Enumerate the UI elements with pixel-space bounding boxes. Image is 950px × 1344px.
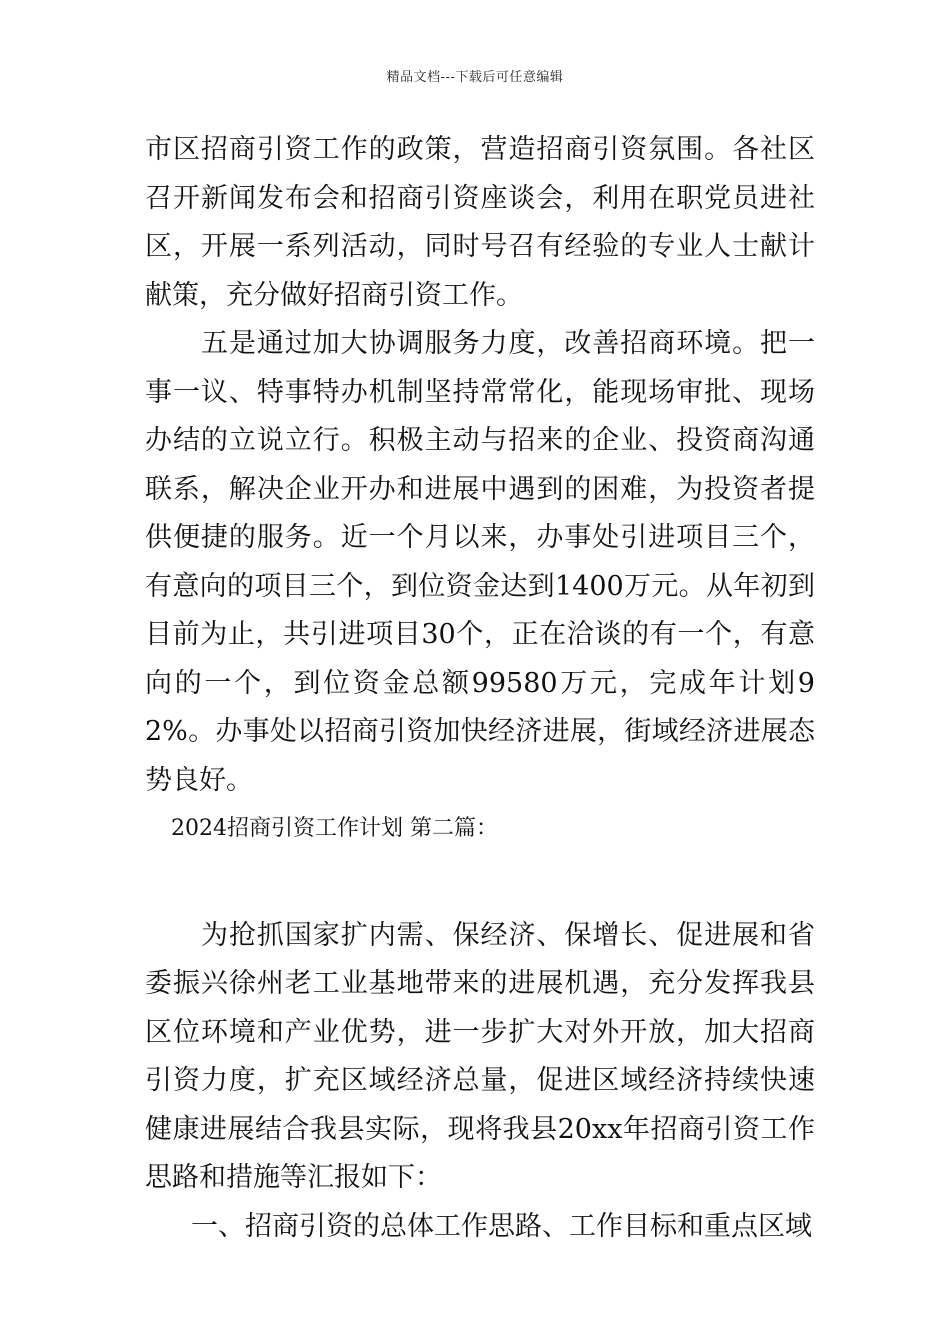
paragraph-1: 市区招商引资工作的政策，营造招商引资氛围。各社区召开新闻发布会和招商引资座谈会，利用在职党员进社区，开展一系列活动，同时号召有经验的专业人士献计献策，充分做好招商引资工作。 bbox=[145, 134, 815, 311]
section-heading: 2024招商引资工作计划 第二篇： bbox=[171, 816, 498, 841]
document-body bbox=[145, 126, 815, 1251]
paragraph-3: 为抢抓国家扩内需、保经济、保增长、促进展和省委振兴徐州老工业基地带来的进展机遇，充分发挥我县区位环境和产业优势，进一步扩大对外开放，加大招商引资力度，扩充区域经济总量，促进区域经济持续快速健康进展结合我县实际，现将我县20xx年招商引资工作思路和措施等汇报如下： bbox=[145, 919, 815, 1193]
subsection-title: 一、招商引资的总体工作思路、工作目标和重点区域 bbox=[191, 1210, 812, 1242]
page-header: 精品文档---下载后可任意编辑 bbox=[386, 70, 564, 85]
paragraph-2: 五是通过加大协调服务力度，改善招商环境。把一事一议、特事特办机制坚持常常化，能现场审批、现场办结的立说立行。积极主动与招来的企业、投资商沟通联系，解决企业开办和进展中遇到的困难，为投资者提供便捷的服务。近一个月以来，办事处引进项目三个，有意向的项目三个，到位资金达到1400万元。从年初到目前为止，共引进项目30个，正在洽谈的有一个，有意向的一个，到位资金总额99580万元，完成年计划92%。办事处以招商引资加快经济进展，街域经济进展态势良好。 bbox=[145, 328, 815, 796]
blank-line bbox=[145, 854, 815, 912]
